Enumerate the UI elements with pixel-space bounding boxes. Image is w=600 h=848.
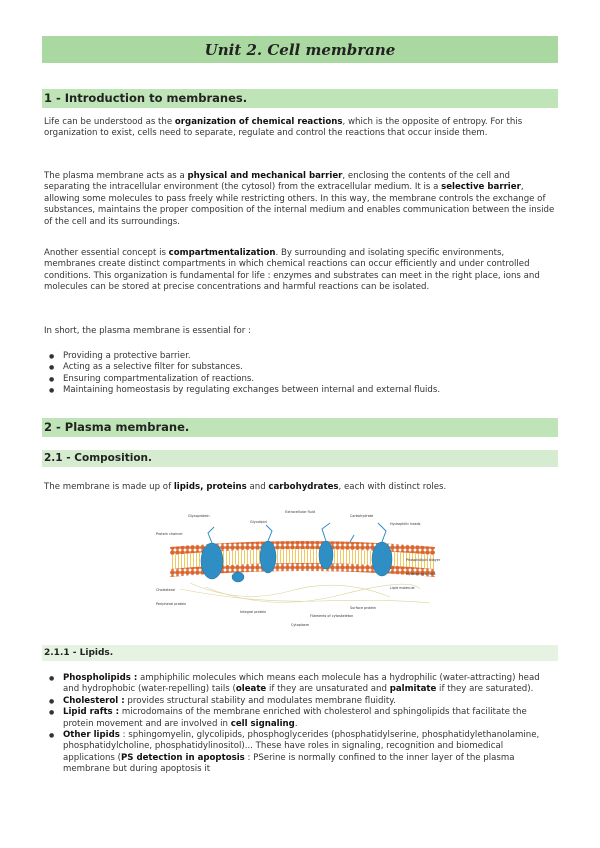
text-run: The plasma membrane acts as a <box>44 171 188 181</box>
carbohydrate-chains <box>208 523 386 543</box>
bold-term: compartmentalization <box>168 248 276 258</box>
bold-term: palmitate <box>389 684 437 695</box>
essential-functions-list <box>44 351 556 397</box>
text-run: and <box>246 482 269 492</box>
intro-paragraph-2 <box>44 171 556 228</box>
lipids-list <box>44 673 556 776</box>
list-item-phospholipids <box>44 673 556 696</box>
page-title-bar <box>42 36 558 63</box>
figure-label: Integral protein <box>240 610 267 614</box>
text-run: microdomains of the membrane enriched with cholesterol and sphingolipids that facilitate the protein movement and are involved in <box>63 707 527 729</box>
section-heading-introduction: 1 - Introduction to membranes. <box>42 89 558 108</box>
text-run: : PSerine is normally confined to the inner layer of the plasma membrane but during apoptosis it <box>63 752 515 775</box>
text-run: , which is the opposite of entropy. For this organization to exist, cells need to separate, regulate and control the reactions that occur inside them. <box>44 117 523 139</box>
text-run: Life can be understood as the <box>44 117 175 127</box>
subsection-heading-composition: 2.1 - Composition. <box>42 450 558 467</box>
figure-label: Surface protein <box>350 606 377 610</box>
list-item-lipid-rafts <box>44 707 556 730</box>
list-item: ● Providing a protective barrier. <box>44 351 556 362</box>
composition-intro <box>44 482 556 493</box>
bold-term: Other lipids <box>63 730 120 741</box>
text-run: . <box>294 718 298 729</box>
figure-label: Hydrophilic heads <box>390 522 421 526</box>
figure-label: Glycolipid <box>250 520 267 524</box>
bold-term: oleate <box>235 684 267 695</box>
intro-paragraph-4: In short, the plasma membrane is essential for : <box>44 326 251 336</box>
figure-label: Protein channel <box>156 532 183 536</box>
bold-term: cell signaling <box>230 718 295 729</box>
figure-label: Carbohydrate <box>350 514 374 518</box>
bold-term: lipids, proteins <box>173 482 247 492</box>
text-run: if they are unsaturated and <box>266 684 390 695</box>
figure-top-label: Extracellular fluid <box>285 510 315 514</box>
list-item: ● Maintaining homeostasis by regulating exchanges between internal and external fluids. <box>44 385 556 396</box>
figure-label: Peripheral protein <box>156 602 187 606</box>
subsection-heading-lipids: 2.1.1 - Lipids. <box>42 645 558 661</box>
text-run: : sphingomyelin, glycolipids, phosphoglycerides (phosphatidylserine, phosphatidylethanolamine, phosphatidylcholine, phosphatidylinositol)... These have roles in signaling, recognition and biomedical applications ( <box>63 730 540 763</box>
bold-term: selective barrier <box>441 182 521 193</box>
bold-term: Phospholipids : <box>63 673 138 683</box>
list-item-other-lipids <box>44 730 556 776</box>
bold-term: Lipid rafts : <box>63 707 120 718</box>
bold-term: PS detection in apoptosis <box>120 752 245 763</box>
list-item: ● Acting as a selective filter for substances. <box>44 362 556 373</box>
bold-term: physical and mechanical barrier <box>187 171 343 181</box>
text-run: if they are saturated). <box>436 684 534 695</box>
text-run: The membrane is made up of <box>44 482 174 492</box>
bold-term: organization of chemical reactions <box>174 117 343 127</box>
bold-term: carbohydrates <box>268 482 339 492</box>
bold-term: Cholesterol : <box>63 695 125 706</box>
cell-membrane-diagram <box>150 505 450 630</box>
figure-bottom-label: Cytoplasm <box>290 623 310 627</box>
figure-label: Cholesterol <box>156 588 176 592</box>
text-run: , allowing some molecules to pass freely while restricting others. In this way, the membrane controls the exchange of substances, maintains the proper composition of the internal medium and enables communication between the inside of the cell and its surroundings. <box>44 182 555 227</box>
figure-label: Phospholipid bilayer <box>406 558 441 562</box>
text-run: , enclosing the contents of the cell and separating the intracellular environment (the cytosol) from the extracellular medium. It is a <box>44 171 510 193</box>
figure-label: Filaments of cytoskeleton <box>310 614 354 618</box>
text-run: , each with distinct roles. <box>338 482 447 492</box>
figure-label: Hydrophobic tails <box>406 572 436 576</box>
page-title: Unit 2. Cell membrane <box>204 40 396 59</box>
text-run: amphiphilic molecules which means each molecule has a hydrophilic (water-attracting) head and hydrophobic (water-repelling) tails ( <box>63 673 540 695</box>
intro-paragraph-1 <box>44 117 556 140</box>
text-run: provides structural stability and modulates membrane fluidity. <box>124 695 396 706</box>
figure-label: Glycoprotein <box>188 514 210 518</box>
text-run: Another essential concept is <box>44 248 169 258</box>
section-heading-plasma-membrane: 2 - Plasma membrane. <box>42 418 558 437</box>
list-item: ● Ensuring compartmentalization of reactions. <box>44 374 556 385</box>
intro-paragraph-3 <box>44 248 556 294</box>
figure-label: Lipid molecule <box>390 586 415 590</box>
list-item-cholesterol <box>44 696 556 707</box>
text-run: . By surrounding and isolating specific environments, membranes create distinct compartments in which chemical reactions can occur efficiently and under controlled conditions. This organization is fundamental for life : enzymes and substrates can meet in the right place, ions and molecules can be stored at precise concentrations and harmful reactions can be isolated. <box>44 248 540 293</box>
